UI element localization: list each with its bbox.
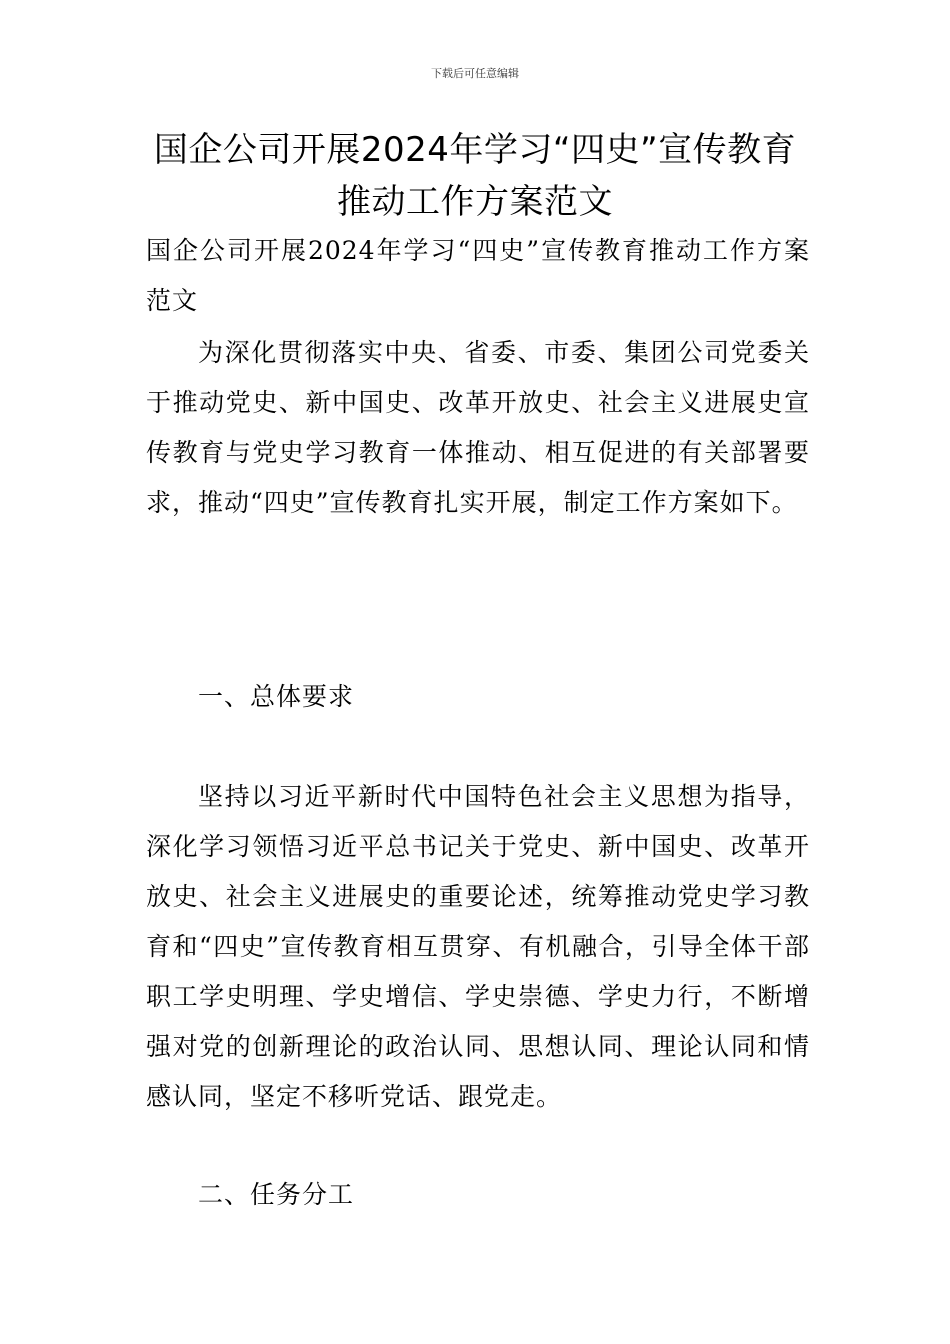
section-heading-general-requirements: 一、总体要求 [198, 682, 355, 711]
general-requirements-paragraph: 坚持以习近平新时代中国特色社会主义思想为指导，深化学习领悟习近平总书记关于党史、新中国史、改革开放史、社会主义进展史的重要论述，统筹推动党史学习教育和“四史”宣传教育相互贯穿、有机融合，引导全体干部职工学史明理、学史增信、学史崇德、学史力行，不断增强对党的创新理论的政治认同、思想认同、理论认同和情感认同，坚定不移听党话、跟党走。 [146, 782, 810, 1111]
document-title: 国企公司开展2024年学习“四史”宣传教育推动工作方案范文 [153, 130, 797, 222]
section-heading-task-division: 二、任务分工 [198, 1180, 355, 1209]
header-note: 下载后可任意编辑 [431, 67, 519, 80]
document-subtitle: 国企公司开展2024年学习“四史”宣传教育推动工作方案范文 [146, 236, 810, 315]
intro-paragraph: 为深化贯彻落实中央、省委、市委、集团公司党委关于推动党史、新中国史、改革开放史、社会主义进展史宣传教育与党史学习教育一体推动、相互促进的有关部署要求，推动“四史”宣传教育扎实开展，制定工作方案如下。 [146, 338, 810, 517]
